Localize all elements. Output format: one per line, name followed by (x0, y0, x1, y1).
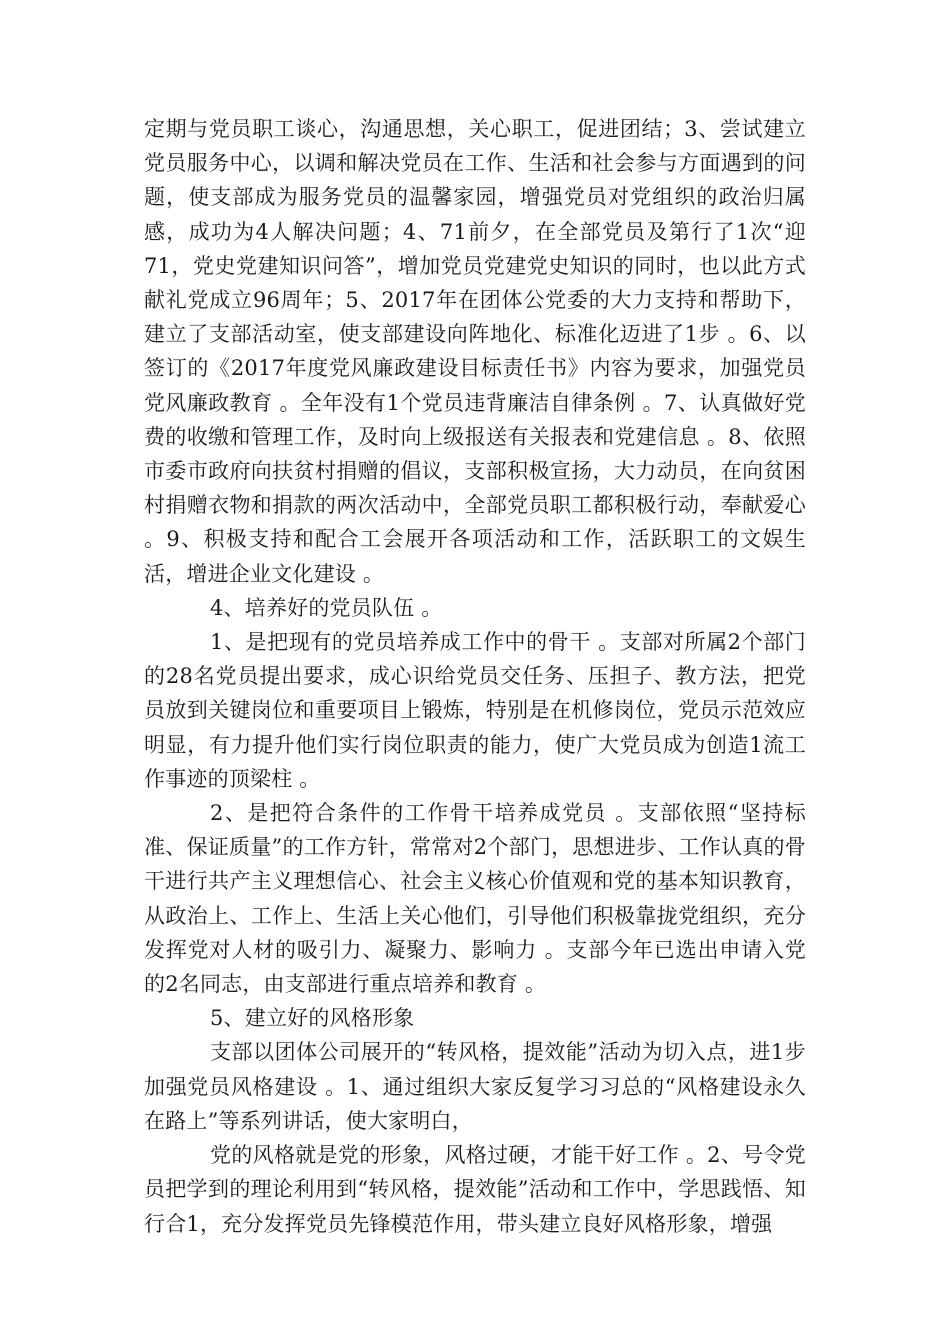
paragraph-7: 党的风格就是党的形象，风格过硬，才能干好工作 。2、号令党员把学到的理论利用到“转风格，提效能”活动和工作中，学思践悟、知行合1，充分发挥党员先锋模范作用，带头建立良好风格形象，增强 (144, 1143, 806, 1236)
paragraph-3: 1、是把现有的党员培养成工作中的骨干 。支部对所属2个部门的28名党员提出要求，成心识给党员交任务、压担子、教方法，把党员放到关键岗位和重要项目上锻炼，特别是在机修岗位，党员示范效应明显，有力提升他们实行岗位职责的能力，使广大党员成为创造1流工作事迹的顶梁柱 。 (144, 630, 806, 791)
paragraph-6: 支部以团体公司展开的“转风格，提效能”活动为切入点，进1步加强党员风格建设 。1、通过组织大家反复学习习总的“风格建设永久在路上”等系列讲话，使大家明白， (144, 1040, 806, 1133)
paragraph-4: 2、是把符合条件的工作骨干培养成党员 。支部依照“坚持标准、保证质量”的工作方针，常常对2个部门，思想进步、工作认真的骨干进行共产主义理想信心、社会主义核心价值观和党的基本知识教育，从政治上、工作上、生活上关心他们，引导他们积极靠拢党组织，充分发挥党对人材的吸引力、凝聚力、影响力 。支部今年已选出申请入党的2名同志，由支部进行重点培养和教育 。 (144, 801, 806, 997)
heading-section-4: 4、培养好的党员队伍 。 (210, 595, 443, 620)
heading-section-5: 5、建立好的风格形象 (210, 1006, 415, 1031)
paragraph-1: 定期与党员职工谈心，沟通思想，关心职工，促进团结；3、尝试建立党员服务中心，以调和解决党员在工作、生活和社会参与方面遇到的问题，使支部成为服务党员的温馨家园，增强党员对党组织的政治归属感，成功为4人解决问题；4、71前夕，在全部党员及第行了1次“迎71，党史党建知识问答”，增加党员党建党史知识的同时，也以此方式献礼党成立96周年；5、2017年在团体公党委的大力支持和帮助下，建立了支部活动室，使支部建设向阵地化、标准化迈进了1步 。6、以签订的《2017年度党风廉政建设目标责任书》内容为要求，加强党员党风廉政教育 。全年没有1个党员违背廉洁自律条例 。7、认真做好党费的收缴和管理工作，及时向上级报送有关报表和党建信息 。8、依照市委市政府向扶贫村捐赠的倡议，支部积极宣扬，大力动员，在向贫困村捐赠衣物和捐款的两次活动中，全部党员职工都积极行动，奉献爱心 。9、积极支持和配合工会展开各项活动和工作，活跃职工的文娱生活，增进企业文化建设 。 (144, 117, 806, 586)
document-page (144, 112, 806, 1241)
